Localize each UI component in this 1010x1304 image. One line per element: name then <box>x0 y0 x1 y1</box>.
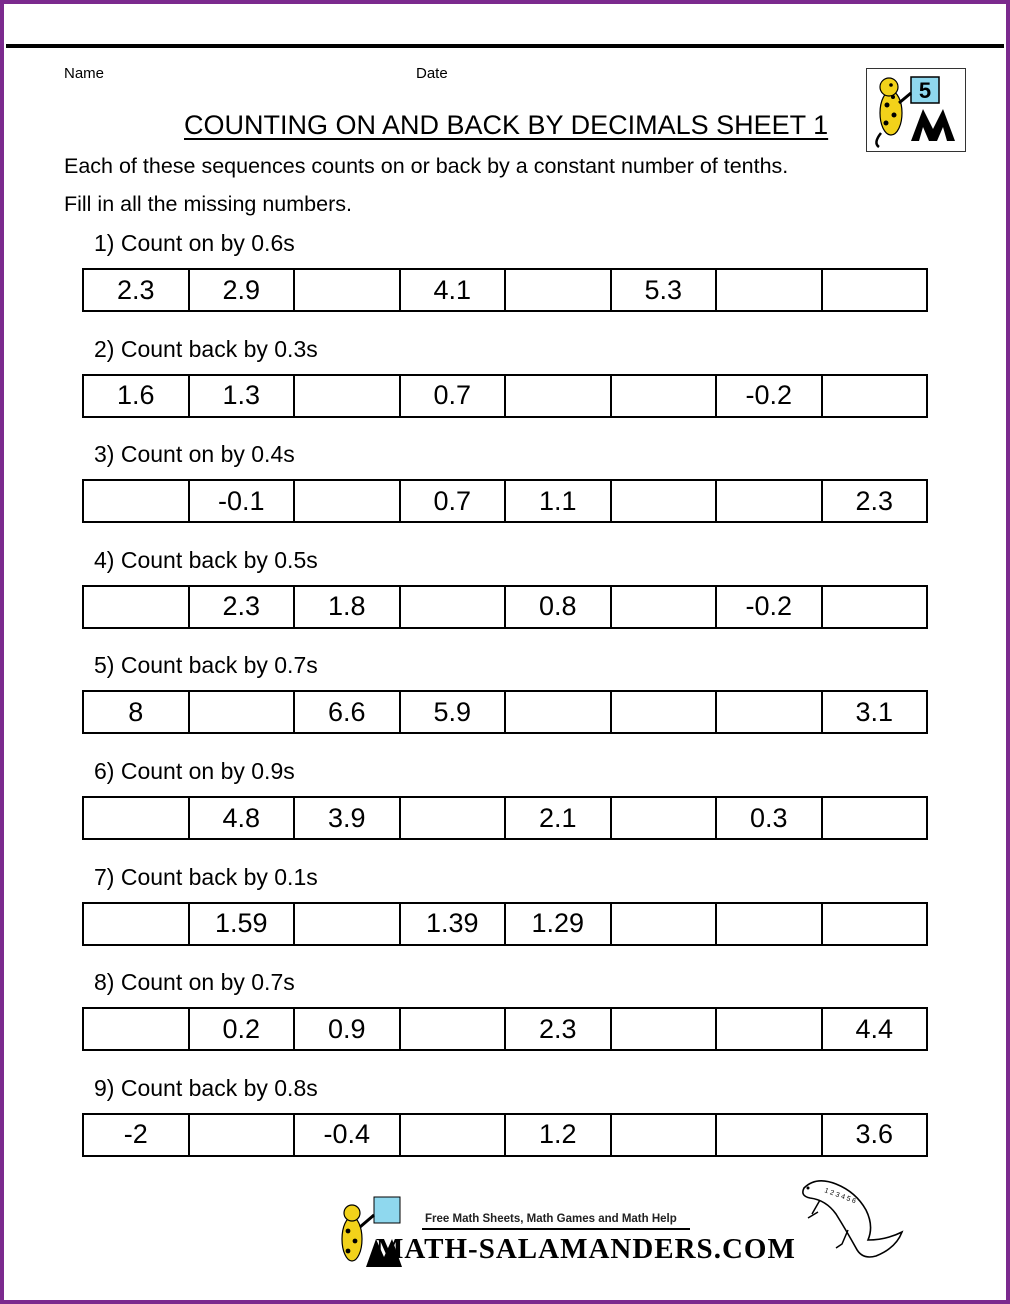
blank-answer-cell[interactable] <box>612 1009 718 1049</box>
sequence-cell: 1.3 <box>190 376 296 416</box>
svg-text:1 2 3 4 5 6: 1 2 3 4 5 6 <box>823 1187 857 1206</box>
sequence-row <box>82 796 928 840</box>
sequence-cell: 1.59 <box>190 904 296 944</box>
sequence-cell: 8 <box>84 692 190 732</box>
sequence-cell: 2.3 <box>855 485 894 516</box>
blank-answer-cell[interactable] <box>823 587 927 627</box>
blank-answer-cell[interactable] <box>717 904 823 944</box>
sequence-cell: 1.8 <box>295 587 401 627</box>
header-rule <box>6 44 1004 48</box>
blank-answer-cell[interactable] <box>401 587 507 627</box>
blank-answer-cell[interactable] <box>612 798 718 838</box>
blank-answer-cell[interactable] <box>295 481 401 521</box>
sequence-row <box>82 585 928 629</box>
blank-answer-cell[interactable] <box>84 587 190 627</box>
sequence-row <box>82 1113 928 1157</box>
blank-answer-cell[interactable] <box>506 376 612 416</box>
svg-text:5: 5 <box>918 78 932 103</box>
name-label: Name <box>64 65 105 82</box>
question-label: 8) Count on by 0.7s <box>94 969 295 996</box>
sequence-row <box>82 902 928 946</box>
blank-answer-cell[interactable] <box>717 1009 823 1049</box>
sequence-cell: 5.9 <box>401 692 507 732</box>
sequence-cell: 4.4 <box>855 1013 894 1044</box>
blank-answer-cell[interactable] <box>295 270 401 310</box>
sequence-cell: 2.3 <box>84 270 190 310</box>
sequence-cell: 5.3 <box>612 270 718 310</box>
sequence-row <box>82 374 928 418</box>
footer-site-name: MATH-SALAMANDERS.COM <box>376 1233 796 1265</box>
blank-answer-cell[interactable] <box>717 270 823 310</box>
worksheet-title: COUNTING ON AND BACK BY DECIMALS SHEET 1 <box>184 110 829 140</box>
salamander-illustration <box>796 1170 906 1270</box>
blank-answer-cell[interactable] <box>612 1115 718 1155</box>
sequence-cell: 2.9 <box>190 270 296 310</box>
blank-answer-cell[interactable] <box>612 587 718 627</box>
sequence-row <box>82 690 928 734</box>
sequence-cell: 3.1 <box>855 696 894 727</box>
blank-answer-cell[interactable] <box>84 798 190 838</box>
date-label: Date <box>416 65 448 82</box>
blank-answer-cell[interactable] <box>84 481 190 521</box>
sequence-cell: -0.2 <box>717 376 823 416</box>
question-label: 9) Count back by 0.8s <box>94 1074 318 1101</box>
blank-answer-cell[interactable] <box>190 692 296 732</box>
blank-answer-cell[interactable] <box>823 270 927 310</box>
blank-answer-cell[interactable] <box>295 904 401 944</box>
sequence-cell: 0.9 <box>295 1009 401 1049</box>
sequence-cell: 2.3 <box>190 587 296 627</box>
blank-answer-cell[interactable] <box>612 692 718 732</box>
blank-answer-cell[interactable] <box>612 376 718 416</box>
sequence-cell: 1.39 <box>401 904 507 944</box>
blank-answer-cell[interactable] <box>717 692 823 732</box>
blank-answer-cell[interactable] <box>506 692 612 732</box>
salamander-grade-icon <box>867 69 965 151</box>
sequence-cell: -0.1 <box>190 481 296 521</box>
sequence-cell: 6.6 <box>295 692 401 732</box>
blank-answer-cell[interactable] <box>612 481 718 521</box>
sequence-cell: 4.1 <box>401 270 507 310</box>
sequence-cell: 0.8 <box>506 587 612 627</box>
sequence-cell: 4.8 <box>190 798 296 838</box>
question-label: 5) Count back by 0.7s <box>94 652 318 679</box>
sequence-cell: -2 <box>84 1115 190 1155</box>
blank-answer-cell[interactable] <box>612 904 718 944</box>
blank-answer-cell[interactable] <box>84 1009 190 1049</box>
sequence-cell: 0.3 <box>717 798 823 838</box>
sequence-cell: 1.29 <box>506 904 612 944</box>
question-label: 4) Count back by 0.5s <box>94 546 318 573</box>
grade-logo <box>866 68 966 152</box>
sequence-cell: 1.6 <box>84 376 190 416</box>
blank-answer-cell[interactable] <box>401 1009 507 1049</box>
question-label: 3) Count on by 0.4s <box>94 441 295 468</box>
sequence-row <box>82 479 928 523</box>
sequence-row <box>82 1007 928 1051</box>
blank-answer-cell[interactable] <box>717 481 823 521</box>
sequence-cell: 1.2 <box>506 1115 612 1155</box>
sequence-cell: 1.1 <box>506 481 612 521</box>
blank-answer-cell[interactable] <box>823 904 927 944</box>
question-label: 1) Count on by 0.6s <box>94 230 295 256</box>
sequence-cell: -0.4 <box>295 1115 401 1155</box>
blank-answer-cell[interactable] <box>401 1115 507 1155</box>
sequence-cell: 2.1 <box>506 798 612 838</box>
sequence-cell: -0.2 <box>717 587 823 627</box>
blank-answer-cell[interactable] <box>84 904 190 944</box>
instruction-line-1: Each of these sequences counts on or back by a constant number of tenths. <box>64 154 789 178</box>
sequence-cell: 3.9 <box>295 798 401 838</box>
instruction-line-2: Fill in all the missing numbers. <box>64 192 352 216</box>
sequence-cell: 2.3 <box>506 1009 612 1049</box>
sequence-cell: 0.2 <box>190 1009 296 1049</box>
blank-answer-cell[interactable] <box>506 270 612 310</box>
question-label: 2) Count back by 0.3s <box>94 335 318 362</box>
blank-answer-cell[interactable] <box>295 376 401 416</box>
sequence-row <box>82 268 928 312</box>
question-label: 6) Count on by 0.9s <box>94 758 295 784</box>
blank-answer-cell[interactable] <box>190 1115 296 1155</box>
question-label: 7) Count back by 0.1s <box>94 863 318 890</box>
blank-answer-cell[interactable] <box>401 798 507 838</box>
sequence-cell: 0.7 <box>401 481 507 521</box>
blank-answer-cell[interactable] <box>823 376 927 416</box>
sequence-cell: 0.7 <box>401 376 507 416</box>
footer-tagline: Free Math Sheets, Math Games and Math Help <box>425 1213 677 1225</box>
sequence-cell: 3.6 <box>855 1119 894 1150</box>
blank-answer-cell[interactable] <box>823 798 927 838</box>
blank-answer-cell[interactable] <box>717 1115 823 1155</box>
